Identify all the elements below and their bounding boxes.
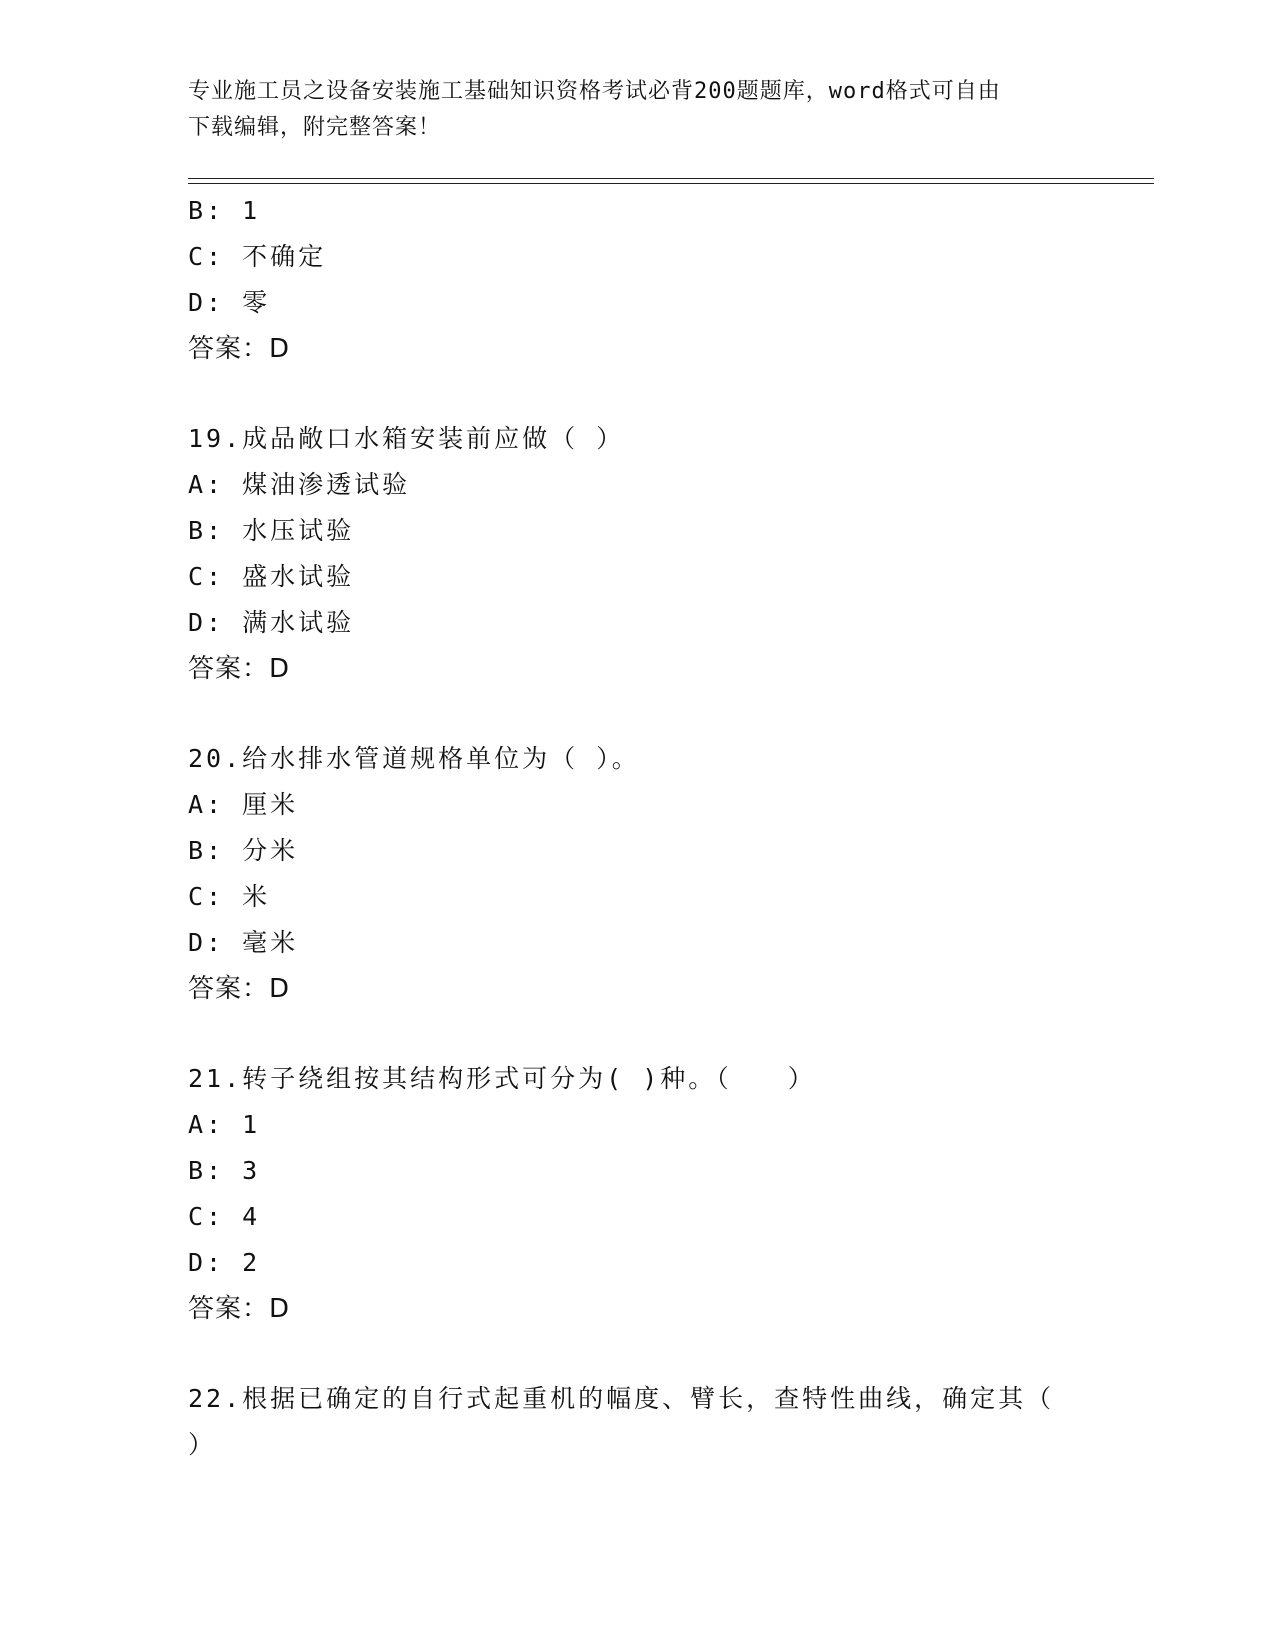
option-d: D: 零: [188, 288, 271, 317]
question-text: 19.成品敞口水箱安装前应做（ ）: [188, 424, 625, 453]
answer-line: 答案：D: [188, 654, 291, 684]
question-text: 22.根据已确定的自行式起重机的幅度、臂长，查特性曲线，确定其（: [188, 1384, 1055, 1413]
option-d: D: 2: [188, 1248, 261, 1277]
question-text-continued: ）: [188, 1430, 217, 1459]
option-c: C: 米: [188, 882, 271, 911]
question-22: [188, 1376, 1088, 1468]
option-a: A: 1: [188, 1110, 261, 1139]
option-b: B: 1: [188, 196, 261, 225]
option-a: A: 煤油渗透试验: [188, 470, 411, 499]
option-b: B: 分米: [188, 836, 299, 865]
option-d: D: 满水试验: [188, 608, 355, 637]
answer-line: 答案：D: [188, 334, 291, 364]
option-c: C: 盛水试验: [188, 562, 355, 591]
question-text: 20.给水排水管道规格单位为（ ）。: [188, 744, 640, 773]
option-c: C: 不确定: [188, 242, 327, 271]
header-title-line-1: 专业施工员之设备安装施工基础知识资格考试必背200题题库，word格式可自由: [188, 79, 1001, 104]
question-19: [188, 416, 1088, 692]
document-header: [188, 74, 1068, 146]
header-divider: [188, 178, 1154, 184]
question-text: 21.转子绕组按其结构形式可分为( )种。（ ）: [188, 1064, 816, 1093]
answer-line: 答案：D: [188, 974, 291, 1004]
question-18-continued: [188, 188, 1088, 372]
question-20: [188, 736, 1088, 1012]
option-c: C: 4: [188, 1202, 261, 1231]
option-b: B: 3: [188, 1156, 261, 1185]
header-title-line-2: 下载编辑，附完整答案！: [188, 115, 442, 140]
document-content: [188, 188, 1088, 1468]
option-b: B: 水压试验: [188, 516, 355, 545]
option-d: D: 毫米: [188, 928, 299, 957]
question-21: [188, 1056, 1088, 1332]
option-a: A: 厘米: [188, 790, 299, 819]
answer-line: 答案：D: [188, 1294, 291, 1324]
